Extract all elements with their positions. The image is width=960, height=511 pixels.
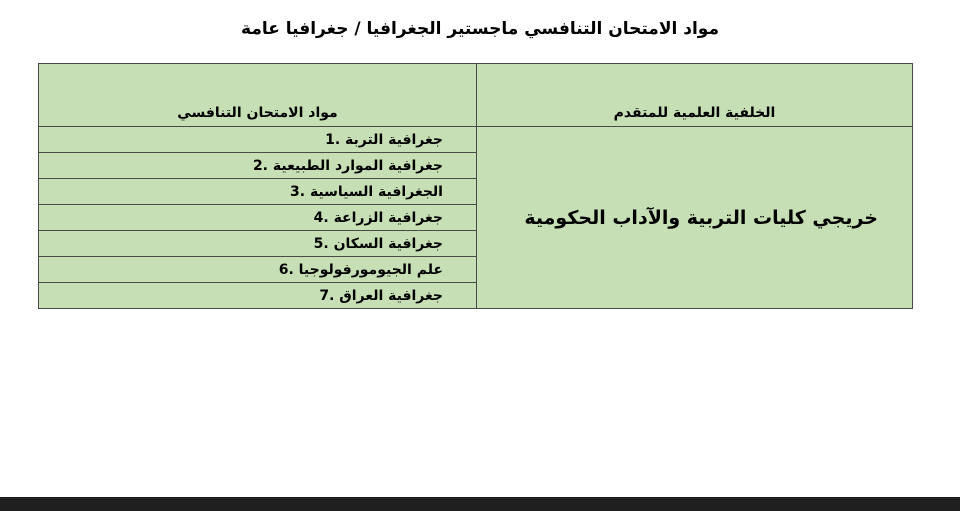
subject-item-2 bbox=[39, 153, 477, 179]
table-row bbox=[39, 127, 913, 153]
subject-name: جغرافية الموارد الطبيعية bbox=[272, 157, 443, 174]
subject-number: 6. bbox=[278, 261, 294, 278]
subject-number: 7. bbox=[319, 287, 335, 304]
subject-name: الجغرافية السياسية bbox=[309, 183, 443, 200]
subject-item-5 bbox=[39, 231, 477, 257]
subject-number: 2. bbox=[252, 157, 268, 174]
subject-name: جغرافية الزراعة bbox=[333, 209, 443, 226]
subject-name: علم الجيومورفولوجيا bbox=[298, 261, 443, 278]
subject-number: 4. bbox=[313, 209, 329, 226]
subject-item-1 bbox=[39, 127, 477, 153]
subject-name: جغرافية العراق bbox=[339, 287, 443, 304]
table-header-row bbox=[39, 64, 913, 127]
page-title: مواد الامتحان التنافسي ماجستير الجغرافيا / جغرافيا عامة bbox=[241, 19, 719, 39]
subject-item-6 bbox=[39, 257, 477, 283]
subject-name: جغرافية التربة bbox=[345, 131, 443, 148]
subject-item-4 bbox=[39, 205, 477, 231]
applicant-background-value: خريجي كليات التربية والآداب الحكومية bbox=[477, 127, 913, 309]
header-applicant-background: الخلفية العلمية للمتقدم bbox=[477, 64, 913, 127]
subject-number: 5. bbox=[313, 235, 329, 252]
bottom-edge-bar bbox=[0, 497, 960, 511]
subject-name: جغرافية السكان bbox=[333, 235, 443, 252]
header-exam-subjects: مواد الامتحان التنافسي bbox=[39, 64, 477, 127]
subject-number: 3. bbox=[290, 183, 306, 200]
subject-number: 1. bbox=[325, 131, 341, 148]
subject-item-3 bbox=[39, 179, 477, 205]
exam-subjects-table bbox=[38, 63, 913, 309]
subject-item-7 bbox=[39, 283, 477, 309]
